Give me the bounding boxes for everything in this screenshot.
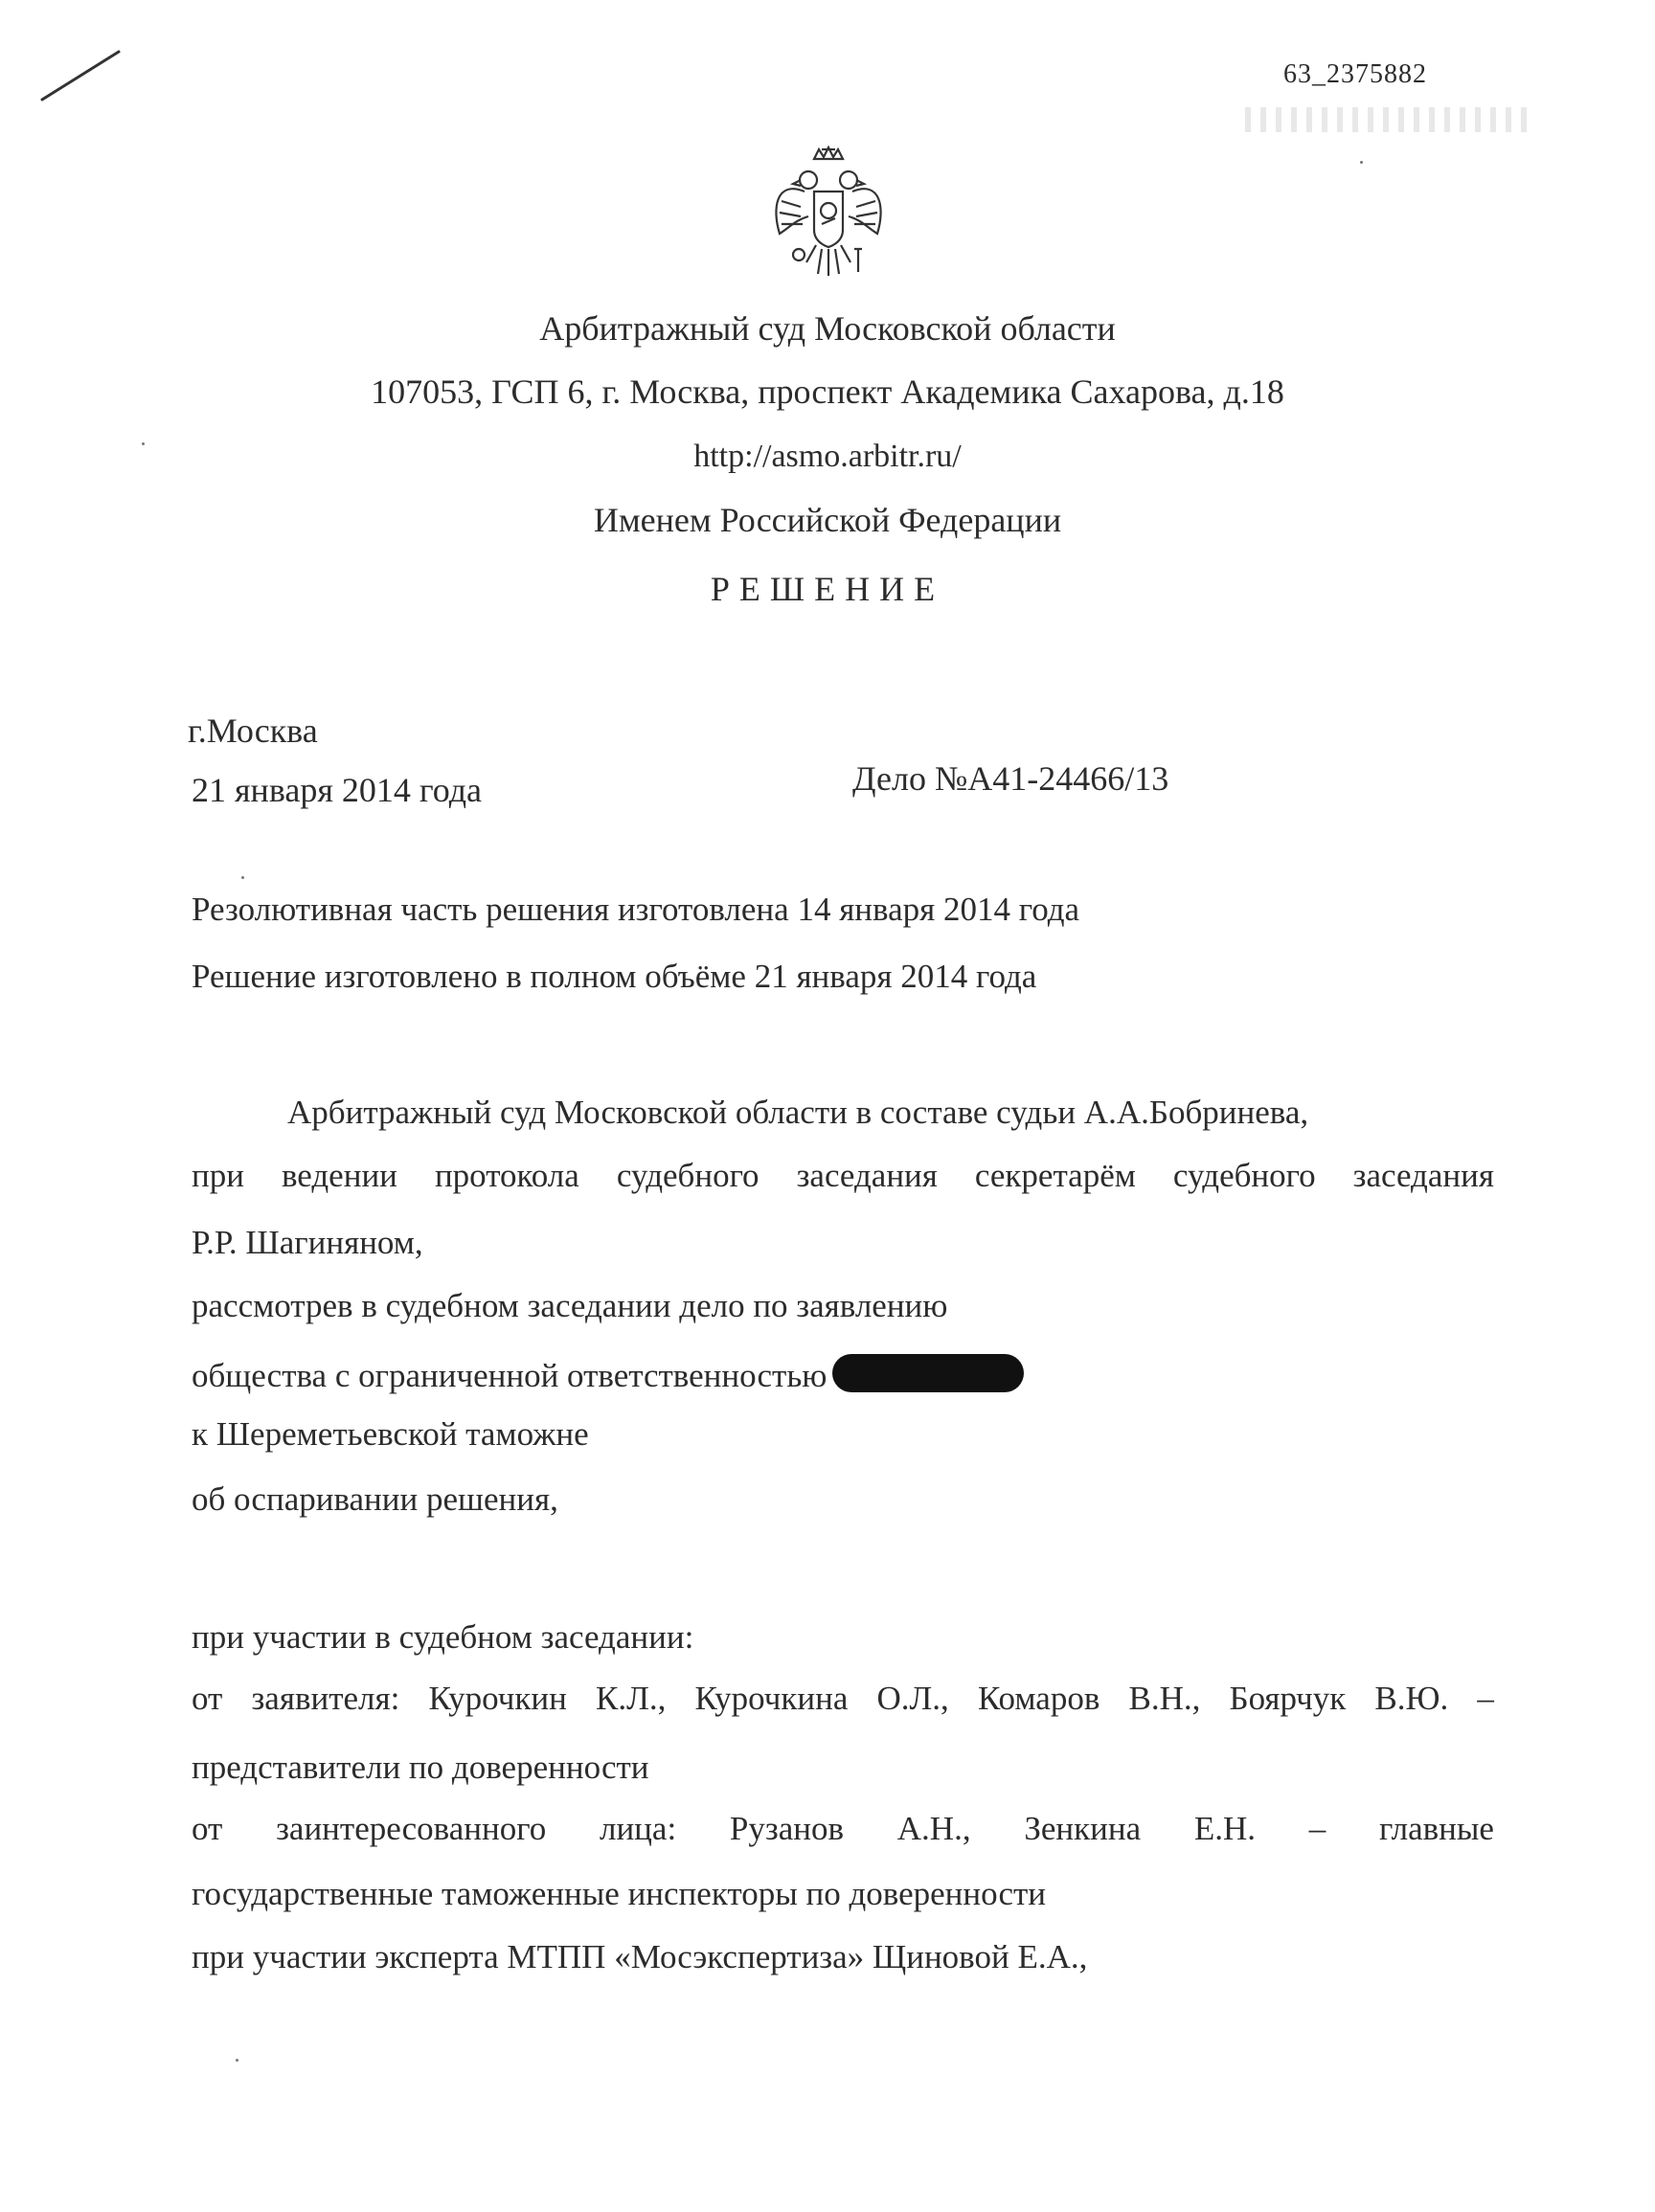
paragraph-secretary-line bbox=[192, 1157, 1494, 1195]
respondent-line: к Шереметьевской таможне bbox=[192, 1415, 589, 1453]
word: судебного bbox=[616, 1157, 759, 1194]
word: главные bbox=[1379, 1810, 1494, 1847]
faint-stamp bbox=[1245, 107, 1532, 132]
word: – bbox=[1308, 1810, 1326, 1847]
word: Курочкин bbox=[428, 1680, 567, 1717]
court-name: Арбитражный суд Московской области bbox=[539, 309, 1116, 348]
representatives-basis: представители по доверенности bbox=[192, 1749, 649, 1786]
city: г.Москва bbox=[188, 711, 318, 750]
word: заинтересованного bbox=[276, 1810, 547, 1847]
word: Боярчук bbox=[1229, 1680, 1347, 1717]
word: заседания bbox=[796, 1157, 938, 1194]
redacted-company-name bbox=[832, 1354, 1024, 1392]
scan-speck bbox=[236, 2059, 238, 2062]
court-address: 107053, ГСП 6, г. Москва, проспект Академика Сахарова, д.18 bbox=[371, 372, 1284, 411]
word: О.Л., bbox=[876, 1680, 949, 1717]
word: Комаров bbox=[977, 1680, 1100, 1717]
case-consideration-line: рассмотрев в судебном заседании дело по заявлению bbox=[192, 1287, 948, 1324]
word: К.Л., bbox=[595, 1680, 667, 1717]
word: В.Н., bbox=[1128, 1680, 1201, 1717]
word: заявителя: bbox=[251, 1680, 400, 1717]
participants-heading: при участии в судебном заседании: bbox=[192, 1618, 694, 1656]
document-type-title: РЕШЕНИЕ bbox=[710, 570, 945, 608]
word: судебного bbox=[1172, 1157, 1316, 1194]
word: Курочкина bbox=[694, 1680, 849, 1717]
in-name-of-federation: Именем Российской Федерации bbox=[593, 501, 1062, 539]
paragraph-court-composition: Арбитражный суд Московской области в составе судьи А.А.Бобринева, bbox=[287, 1094, 1309, 1131]
inspectors-basis: государственные таможенные инспекторы по доверенности bbox=[192, 1875, 1047, 1912]
applicant-line bbox=[192, 1354, 1024, 1395]
applicant-representatives-line bbox=[192, 1680, 1494, 1718]
expert-line: при участии эксперта МТПП «Мосэкспертиза» Щиновой Е.А., bbox=[192, 1938, 1088, 1975]
word: заседания bbox=[1352, 1157, 1494, 1194]
word: секретарём bbox=[974, 1157, 1136, 1194]
word: при bbox=[192, 1157, 244, 1194]
secretary-name: Р.Р. Шагиняном, bbox=[192, 1224, 423, 1261]
scan-speck bbox=[241, 876, 244, 879]
scan-speck bbox=[1360, 161, 1363, 164]
scan-speck bbox=[142, 442, 145, 445]
word: А.Н., bbox=[896, 1810, 971, 1847]
word: – bbox=[1477, 1680, 1494, 1717]
word: лица: bbox=[599, 1810, 677, 1847]
word: протокола bbox=[434, 1157, 579, 1194]
decision-date: 21 января 2014 года bbox=[192, 771, 483, 809]
word: В.Ю. bbox=[1374, 1680, 1449, 1717]
word: ведении bbox=[281, 1157, 397, 1194]
pen-mark bbox=[38, 46, 125, 103]
word: Зенкина bbox=[1024, 1810, 1142, 1847]
resolution-prepared-line: Резолютивная часть решения изготовлена 14 января 2014 года bbox=[192, 891, 1080, 928]
applicant-type: общества с ограниченной ответственностью bbox=[192, 1357, 828, 1394]
interested-party-line bbox=[192, 1810, 1494, 1848]
word: Е.Н. bbox=[1193, 1810, 1257, 1847]
court-url: http://asmo.arbitr.ru/ bbox=[693, 439, 962, 474]
full-decision-prepared-line: Решение изготовлено в полном объёме 21 января 2014 года bbox=[192, 958, 1037, 995]
russian-coat-of-arms-emblem bbox=[766, 142, 891, 285]
subject-line: об оспаривании решения, bbox=[192, 1480, 558, 1518]
word: Рузанов bbox=[729, 1810, 845, 1847]
case-number: Дело №А41-24466/13 bbox=[852, 759, 1169, 798]
word: от bbox=[192, 1680, 223, 1717]
document-number: 63_2375882 bbox=[1283, 59, 1427, 89]
word: от bbox=[192, 1810, 223, 1847]
